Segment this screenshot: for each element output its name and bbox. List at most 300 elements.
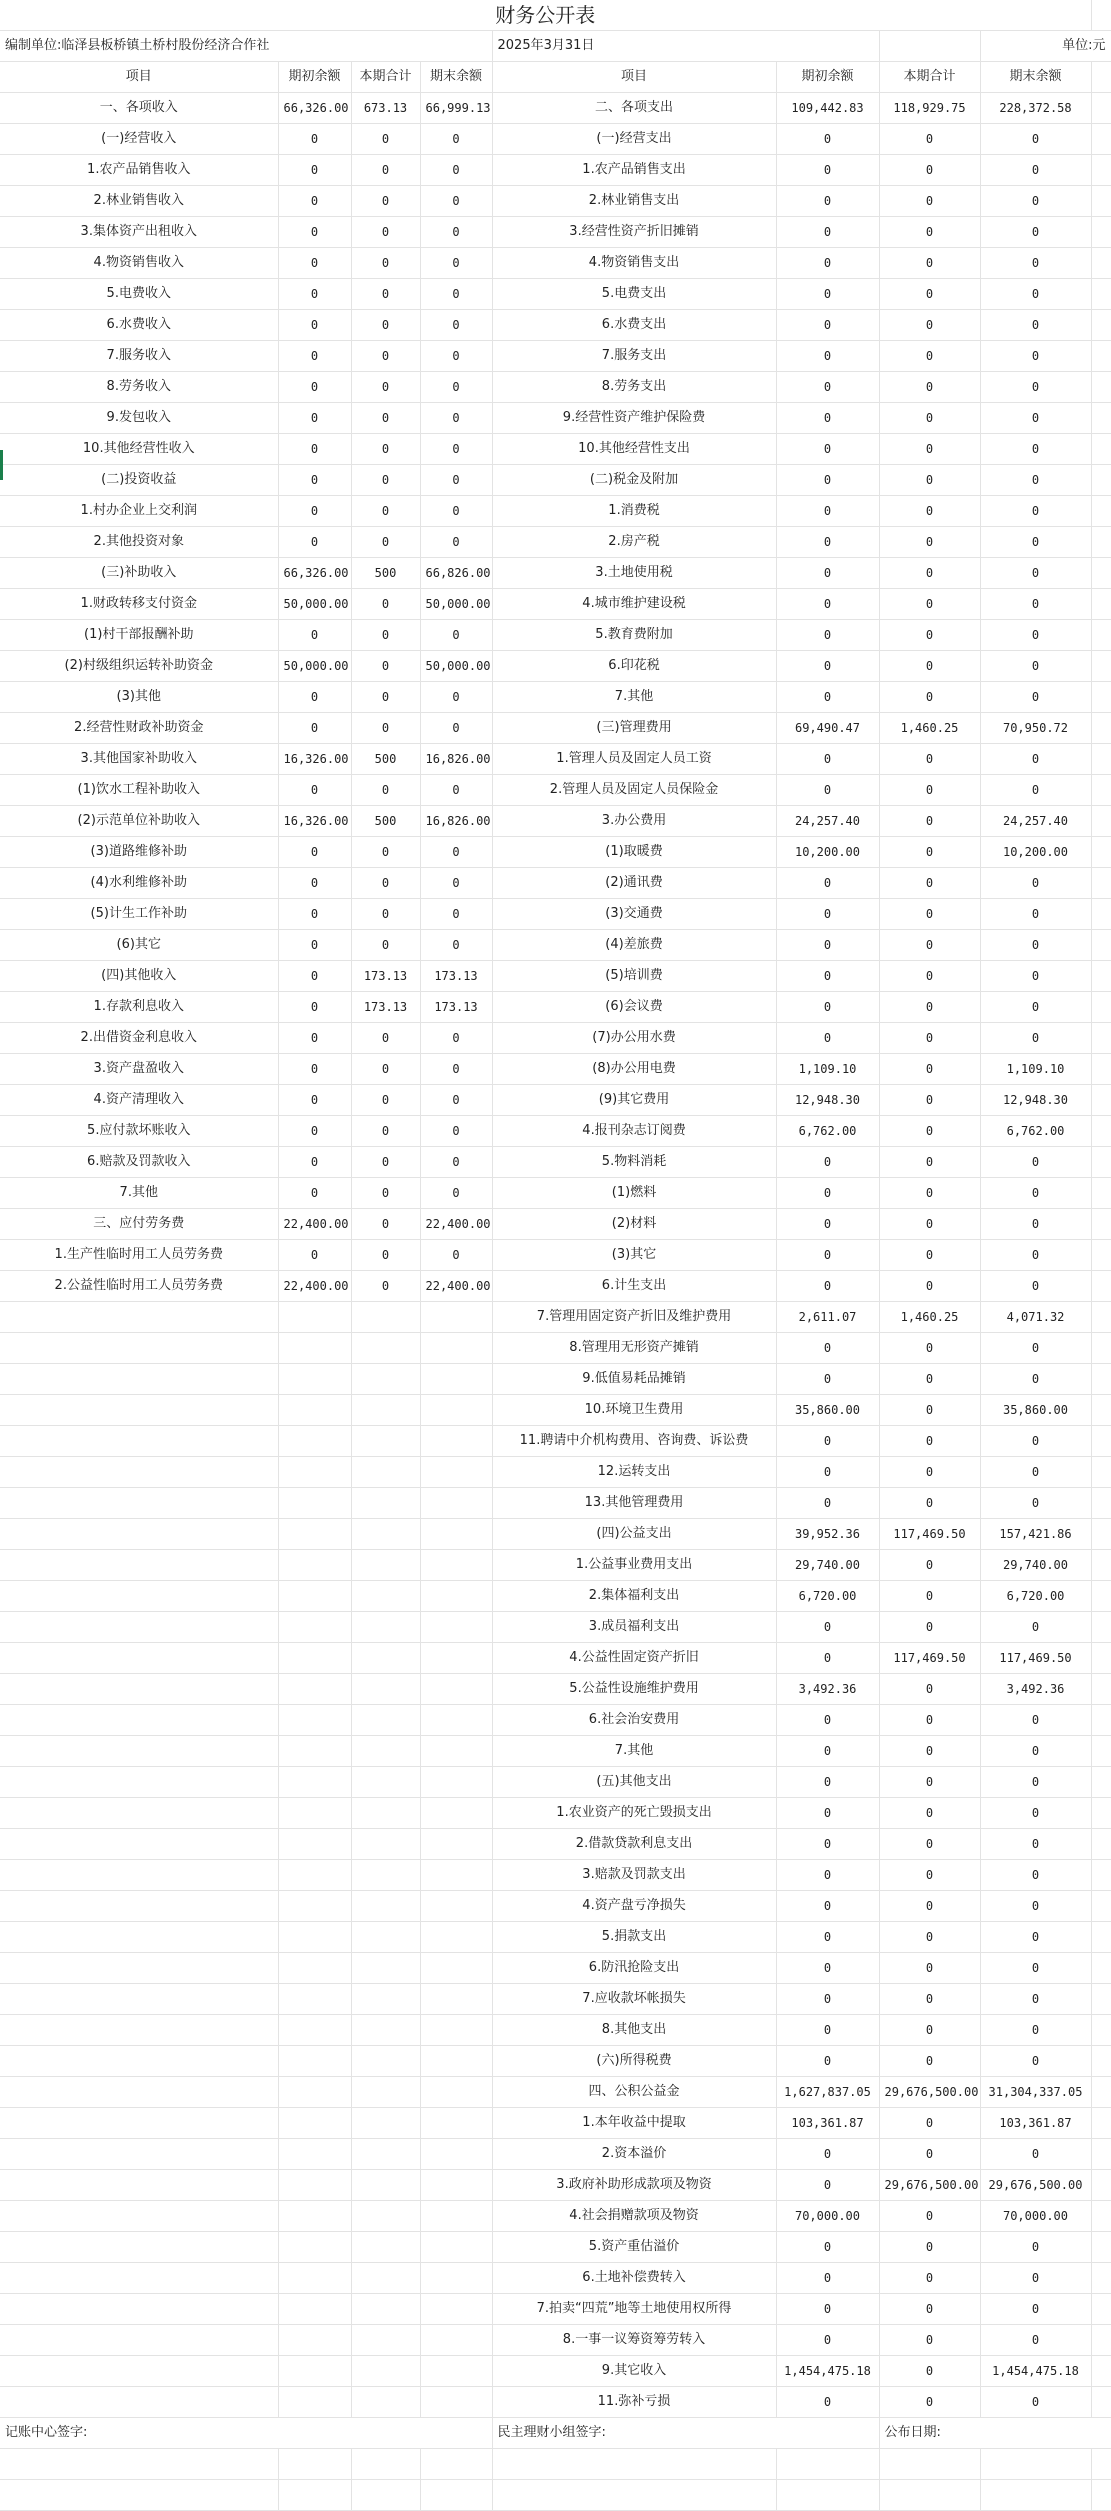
expense-current[interactable]: 0	[879, 1891, 980, 1922]
empty-cell[interactable]	[278, 2449, 351, 2480]
expense-opening[interactable]: 0	[776, 403, 879, 434]
income-closing[interactable]	[420, 2201, 492, 2232]
income-current[interactable]: 0	[351, 124, 420, 155]
income-item[interactable]: 5.电费收入	[0, 279, 278, 310]
expense-closing[interactable]: 0	[980, 589, 1091, 620]
expense-current[interactable]: 0	[879, 186, 980, 217]
expense-closing[interactable]: 24,257.40	[980, 806, 1091, 837]
income-item[interactable]	[0, 1953, 278, 1984]
income-item[interactable]: (一)经营收入	[0, 124, 278, 155]
income-closing[interactable]	[420, 2077, 492, 2108]
income-current[interactable]: 0	[351, 186, 420, 217]
expense-current[interactable]: 0	[879, 155, 980, 186]
income-item[interactable]: 9.发包收入	[0, 403, 278, 434]
income-item[interactable]	[0, 1364, 278, 1395]
expense-closing[interactable]: 0	[980, 341, 1091, 372]
expense-closing[interactable]: 0	[980, 496, 1091, 527]
income-item[interactable]: 1.村办企业上交利润	[0, 496, 278, 527]
expense-item[interactable]: (3)其它	[492, 1240, 776, 1271]
expense-opening[interactable]: 0	[776, 1984, 879, 2015]
expense-current[interactable]: 0	[879, 496, 980, 527]
income-item[interactable]: (2)村级组织运转补助资金	[0, 651, 278, 682]
income-item[interactable]	[0, 1767, 278, 1798]
income-current[interactable]: 500	[351, 558, 420, 589]
income-opening[interactable]	[278, 1798, 351, 1829]
income-current[interactable]: 0	[351, 1023, 420, 1054]
expense-closing[interactable]: 0	[980, 2263, 1091, 2294]
income-closing[interactable]	[420, 1736, 492, 1767]
expense-current[interactable]: 0	[879, 2294, 980, 2325]
income-closing[interactable]	[420, 1829, 492, 1860]
expense-current[interactable]: 0	[879, 1674, 980, 1705]
expense-closing[interactable]: 0	[980, 217, 1091, 248]
expense-opening[interactable]: 0	[776, 1829, 879, 1860]
income-item[interactable]	[0, 1829, 278, 1860]
expense-opening[interactable]: 103,361.87	[776, 2108, 879, 2139]
income-closing[interactable]: 0	[420, 1054, 492, 1085]
expense-opening[interactable]: 0	[776, 2015, 879, 2046]
expense-current[interactable]: 29,676,500.00	[879, 2077, 980, 2108]
income-closing[interactable]	[420, 2325, 492, 2356]
expense-opening[interactable]: 0	[776, 651, 879, 682]
expense-current[interactable]: 0	[879, 1457, 980, 1488]
income-item[interactable]	[0, 2108, 278, 2139]
expense-closing[interactable]: 0	[980, 1147, 1091, 1178]
income-opening[interactable]: 0	[278, 775, 351, 806]
empty-cell[interactable]	[0, 2449, 278, 2480]
income-closing[interactable]: 0	[420, 1116, 492, 1147]
expense-current[interactable]: 0	[879, 1271, 980, 1302]
income-closing[interactable]	[420, 1953, 492, 1984]
expense-item[interactable]: (六)所得税费	[492, 2046, 776, 2077]
expense-item[interactable]: (1)取暖费	[492, 837, 776, 868]
expense-current[interactable]: 0	[879, 2232, 980, 2263]
expense-current[interactable]: 0	[879, 1736, 980, 1767]
income-item[interactable]: 1.财政转移支付资金	[0, 589, 278, 620]
expense-opening[interactable]: 0	[776, 1023, 879, 1054]
income-current[interactable]: 0	[351, 434, 420, 465]
expense-opening[interactable]: 70,000.00	[776, 2201, 879, 2232]
expense-current[interactable]: 0	[879, 341, 980, 372]
expense-item[interactable]: 1.农产品销售支出	[492, 155, 776, 186]
income-opening[interactable]	[278, 1395, 351, 1426]
income-item[interactable]: 5.应付款坏账收入	[0, 1116, 278, 1147]
income-current[interactable]	[351, 1550, 420, 1581]
expense-item[interactable]: (6)会议费	[492, 992, 776, 1023]
expense-item[interactable]: 4.物资销售支出	[492, 248, 776, 279]
expense-closing[interactable]: 0	[980, 372, 1091, 403]
expense-opening[interactable]: 24,257.40	[776, 806, 879, 837]
expense-current[interactable]: 0	[879, 1798, 980, 1829]
expense-item[interactable]: 1.消费税	[492, 496, 776, 527]
expense-item[interactable]: (三)管理费用	[492, 713, 776, 744]
income-item[interactable]	[0, 1581, 278, 1612]
expense-opening[interactable]: 0	[776, 465, 879, 496]
income-current[interactable]: 0	[351, 1271, 420, 1302]
income-current[interactable]	[351, 1302, 420, 1333]
empty-cell[interactable]	[776, 2480, 879, 2511]
expense-closing[interactable]: 0	[980, 930, 1091, 961]
income-opening[interactable]: 66,326.00	[278, 558, 351, 589]
expense-current[interactable]: 0	[879, 1054, 980, 1085]
expense-item[interactable]: 6.社会治安费用	[492, 1705, 776, 1736]
expense-current[interactable]: 0	[879, 1116, 980, 1147]
expense-item[interactable]: (9)其它费用	[492, 1085, 776, 1116]
income-opening[interactable]	[278, 1333, 351, 1364]
expense-current[interactable]: 0	[879, 992, 980, 1023]
expense-opening[interactable]: 0	[776, 961, 879, 992]
income-opening[interactable]: 22,400.00	[278, 1271, 351, 1302]
expense-opening[interactable]: 39,952.36	[776, 1519, 879, 1550]
income-current[interactable]: 0	[351, 155, 420, 186]
income-opening[interactable]: 0	[278, 992, 351, 1023]
income-item[interactable]: (5)计生工作补助	[0, 899, 278, 930]
income-item[interactable]	[0, 2077, 278, 2108]
income-item[interactable]: 7.其他	[0, 1178, 278, 1209]
income-opening[interactable]: 50,000.00	[278, 589, 351, 620]
income-opening[interactable]	[278, 1829, 351, 1860]
income-closing[interactable]: 0	[420, 868, 492, 899]
income-current[interactable]	[351, 1333, 420, 1364]
income-item[interactable]: 6.水费收入	[0, 310, 278, 341]
expense-opening[interactable]: 0	[776, 1705, 879, 1736]
expense-closing[interactable]: 0	[980, 1891, 1091, 1922]
income-closing[interactable]	[420, 2015, 492, 2046]
expense-opening[interactable]: 0	[776, 1457, 879, 1488]
income-closing[interactable]: 0	[420, 279, 492, 310]
income-item[interactable]: 7.服务收入	[0, 341, 278, 372]
expense-closing[interactable]: 3,492.36	[980, 1674, 1091, 1705]
expense-current[interactable]: 0	[879, 1984, 980, 2015]
income-opening[interactable]: 0	[278, 1116, 351, 1147]
expense-item[interactable]: 8.劳务支出	[492, 372, 776, 403]
income-current[interactable]: 0	[351, 1147, 420, 1178]
income-opening[interactable]: 0	[278, 372, 351, 403]
income-item[interactable]: 2.出借资金利息收入	[0, 1023, 278, 1054]
income-item[interactable]	[0, 2046, 278, 2077]
expense-item[interactable]: 8.管理用无形资产摊销	[492, 1333, 776, 1364]
expense-item[interactable]: 1.农业资产的死亡毁损支出	[492, 1798, 776, 1829]
expense-current[interactable]: 0	[879, 868, 980, 899]
income-opening[interactable]: 0	[278, 713, 351, 744]
income-item[interactable]	[0, 1891, 278, 1922]
expense-current[interactable]: 0	[879, 589, 980, 620]
income-opening[interactable]: 0	[278, 1147, 351, 1178]
expense-opening[interactable]: 0	[776, 1333, 879, 1364]
income-current[interactable]	[351, 2232, 420, 2263]
expense-current[interactable]: 0	[879, 1550, 980, 1581]
empty-cell[interactable]	[776, 2449, 879, 2480]
income-item[interactable]: (1)饮水工程补助收入	[0, 775, 278, 806]
expense-opening[interactable]: 0	[776, 2387, 879, 2418]
expense-opening[interactable]: 0	[776, 279, 879, 310]
income-item[interactable]: 2.经营性财政补助资金	[0, 713, 278, 744]
expense-closing[interactable]: 29,740.00	[980, 1550, 1091, 1581]
expense-current[interactable]: 0	[879, 1023, 980, 1054]
expense-closing[interactable]: 117,469.50	[980, 1643, 1091, 1674]
expense-item[interactable]: 6.防汛抢险支出	[492, 1953, 776, 1984]
expense-opening[interactable]: 0	[776, 434, 879, 465]
income-opening[interactable]: 0	[278, 682, 351, 713]
income-current[interactable]: 0	[351, 279, 420, 310]
income-opening[interactable]	[278, 2387, 351, 2418]
expense-opening[interactable]: 0	[776, 1736, 879, 1767]
expense-closing[interactable]: 0	[980, 2232, 1091, 2263]
income-current[interactable]	[351, 1953, 420, 1984]
expense-current[interactable]: 0	[879, 1705, 980, 1736]
expense-item[interactable]: 5.资产重估溢价	[492, 2232, 776, 2263]
income-closing[interactable]	[420, 1550, 492, 1581]
expense-current[interactable]: 0	[879, 1333, 980, 1364]
income-closing[interactable]: 0	[420, 1147, 492, 1178]
expense-current[interactable]: 0	[879, 1581, 980, 1612]
income-opening[interactable]: 0	[278, 620, 351, 651]
expense-closing[interactable]: 0	[980, 1333, 1091, 1364]
income-opening[interactable]: 0	[278, 186, 351, 217]
income-closing[interactable]	[420, 1860, 492, 1891]
income-opening[interactable]: 22,400.00	[278, 1209, 351, 1240]
income-current[interactable]	[351, 2077, 420, 2108]
income-current[interactable]	[351, 2356, 420, 2387]
expense-opening[interactable]: 0	[776, 2232, 879, 2263]
income-current[interactable]: 0	[351, 1209, 420, 1240]
income-opening[interactable]	[278, 2325, 351, 2356]
income-current[interactable]	[351, 2015, 420, 2046]
expense-opening[interactable]: 0	[776, 2263, 879, 2294]
income-item[interactable]	[0, 1705, 278, 1736]
income-item[interactable]: (三)补助收入	[0, 558, 278, 589]
expense-item[interactable]: 3.经营性资产折旧摊销	[492, 217, 776, 248]
expense-current[interactable]: 0	[879, 527, 980, 558]
income-closing[interactable]	[420, 1984, 492, 2015]
expense-item[interactable]: 1.公益事业费用支出	[492, 1550, 776, 1581]
empty-cell[interactable]	[492, 2449, 776, 2480]
income-closing[interactable]	[420, 1302, 492, 1333]
expense-closing[interactable]: 0	[980, 1767, 1091, 1798]
expense-closing[interactable]: 0	[980, 899, 1091, 930]
income-closing[interactable]: 0	[420, 1085, 492, 1116]
expense-item[interactable]: 5.电费支出	[492, 279, 776, 310]
income-opening[interactable]: 0	[278, 527, 351, 558]
income-item[interactable]	[0, 1519, 278, 1550]
income-item[interactable]	[0, 2139, 278, 2170]
expense-current[interactable]: 0	[879, 1922, 980, 1953]
expense-closing[interactable]: 0	[980, 868, 1091, 899]
income-current[interactable]: 0	[351, 589, 420, 620]
income-current[interactable]	[351, 1519, 420, 1550]
expense-current[interactable]: 0	[879, 1395, 980, 1426]
income-opening[interactable]	[278, 1984, 351, 2015]
expense-closing[interactable]: 0	[980, 1457, 1091, 1488]
income-current[interactable]	[351, 1612, 420, 1643]
income-closing[interactable]	[420, 2170, 492, 2201]
income-closing[interactable]: 0	[420, 434, 492, 465]
expense-current[interactable]: 0	[879, 2325, 980, 2356]
expense-current[interactable]: 0	[879, 372, 980, 403]
expense-closing[interactable]: 0	[980, 1829, 1091, 1860]
expense-item[interactable]: 8.其他支出	[492, 2015, 776, 2046]
income-closing[interactable]: 22,400.00	[420, 1209, 492, 1240]
expense-opening[interactable]: 0	[776, 248, 879, 279]
income-closing[interactable]	[420, 1643, 492, 1674]
income-opening[interactable]	[278, 2294, 351, 2325]
expense-item[interactable]: 6.计生支出	[492, 1271, 776, 1302]
income-opening[interactable]: 0	[278, 1178, 351, 1209]
income-current[interactable]	[351, 2170, 420, 2201]
income-closing[interactable]: 16,826.00	[420, 744, 492, 775]
expense-current[interactable]: 0	[879, 1178, 980, 1209]
expense-item[interactable]: 3.土地使用税	[492, 558, 776, 589]
expense-item[interactable]: (四)公益支出	[492, 1519, 776, 1550]
income-current[interactable]	[351, 1860, 420, 1891]
income-item[interactable]	[0, 2294, 278, 2325]
income-closing[interactable]: 0	[420, 217, 492, 248]
income-current[interactable]: 0	[351, 1054, 420, 1085]
income-current[interactable]	[351, 1922, 420, 1953]
income-closing[interactable]: 0	[420, 930, 492, 961]
income-opening[interactable]	[278, 2015, 351, 2046]
income-item[interactable]: (2)示范单位补助收入	[0, 806, 278, 837]
income-closing[interactable]: 0	[420, 403, 492, 434]
expense-opening[interactable]: 6,762.00	[776, 1116, 879, 1147]
expense-closing[interactable]: 0	[980, 527, 1091, 558]
income-closing[interactable]: 0	[420, 1023, 492, 1054]
expense-item[interactable]: 7.服务支出	[492, 341, 776, 372]
income-item[interactable]: 8.劳务收入	[0, 372, 278, 403]
income-current[interactable]: 0	[351, 1116, 420, 1147]
income-opening[interactable]: 0	[278, 899, 351, 930]
expense-current[interactable]: 0	[879, 744, 980, 775]
expense-closing[interactable]: 157,421.86	[980, 1519, 1091, 1550]
income-opening[interactable]	[278, 2170, 351, 2201]
expense-current[interactable]: 0	[879, 2015, 980, 2046]
expense-opening[interactable]: 0	[776, 1798, 879, 1829]
income-opening[interactable]: 0	[278, 465, 351, 496]
expense-current[interactable]: 0	[879, 124, 980, 155]
expense-closing[interactable]: 0	[980, 2294, 1091, 2325]
expense-current[interactable]: 0	[879, 2046, 980, 2077]
income-item[interactable]: 2.林业销售收入	[0, 186, 278, 217]
income-opening[interactable]	[278, 1922, 351, 1953]
expense-closing[interactable]: 70,950.72	[980, 713, 1091, 744]
expense-closing[interactable]: 0	[980, 744, 1091, 775]
expense-item[interactable]: 10.环境卫生费用	[492, 1395, 776, 1426]
income-current[interactable]: 0	[351, 651, 420, 682]
expense-current[interactable]: 0	[879, 2201, 980, 2232]
income-current[interactable]: 0	[351, 372, 420, 403]
expense-opening[interactable]: 0	[776, 1364, 879, 1395]
income-current[interactable]	[351, 2201, 420, 2232]
income-closing[interactable]	[420, 1798, 492, 1829]
income-closing[interactable]	[420, 1333, 492, 1364]
expense-current[interactable]: 0	[879, 310, 980, 341]
expense-closing[interactable]: 0	[980, 1209, 1091, 1240]
income-opening[interactable]: 16,326.00	[278, 744, 351, 775]
expense-opening[interactable]: 0	[776, 1426, 879, 1457]
expense-current[interactable]: 0	[879, 2108, 980, 2139]
income-item[interactable]	[0, 2387, 278, 2418]
income-item[interactable]	[0, 2015, 278, 2046]
income-opening[interactable]: 0	[278, 930, 351, 961]
income-item[interactable]: (3)道路维修补助	[0, 837, 278, 868]
expense-closing[interactable]: 0	[980, 310, 1091, 341]
expense-item[interactable]: (1)燃料	[492, 1178, 776, 1209]
expense-opening[interactable]: 6,720.00	[776, 1581, 879, 1612]
income-closing[interactable]: 0	[420, 527, 492, 558]
income-current[interactable]: 0	[351, 620, 420, 651]
expense-item[interactable]: (一)经营支出	[492, 124, 776, 155]
income-closing[interactable]: 0	[420, 496, 492, 527]
expense-opening[interactable]: 0	[776, 744, 879, 775]
expense-current[interactable]: 0	[879, 279, 980, 310]
expense-item[interactable]: (2)通讯费	[492, 868, 776, 899]
income-item[interactable]	[0, 2356, 278, 2387]
income-item[interactable]	[0, 1643, 278, 1674]
expense-opening[interactable]: 0	[776, 1147, 879, 1178]
income-opening[interactable]: 0	[278, 1054, 351, 1085]
expense-current[interactable]: 0	[879, 682, 980, 713]
income-current[interactable]: 500	[351, 806, 420, 837]
income-opening[interactable]	[278, 2046, 351, 2077]
expense-opening[interactable]: 0	[776, 558, 879, 589]
income-current[interactable]	[351, 1891, 420, 1922]
income-opening[interactable]	[278, 1302, 351, 1333]
income-opening[interactable]: 0	[278, 310, 351, 341]
empty-cell[interactable]	[351, 2480, 420, 2511]
expense-item[interactable]: 7.管理用固定资产折旧及维护费用	[492, 1302, 776, 1333]
expense-opening[interactable]: 0	[776, 2139, 879, 2170]
expense-closing[interactable]: 0	[980, 434, 1091, 465]
expense-item[interactable]: 3.赔款及罚款支出	[492, 1860, 776, 1891]
income-closing[interactable]: 0	[420, 775, 492, 806]
expense-opening[interactable]: 0	[776, 1488, 879, 1519]
income-opening[interactable]: 0	[278, 1085, 351, 1116]
expense-current[interactable]: 0	[879, 930, 980, 961]
expense-current[interactable]: 0	[879, 1953, 980, 1984]
expense-opening[interactable]: 109,442.83	[776, 93, 879, 124]
income-current[interactable]: 0	[351, 1178, 420, 1209]
income-current[interactable]: 673.13	[351, 93, 420, 124]
income-closing[interactable]: 0	[420, 124, 492, 155]
expense-current[interactable]: 0	[879, 1829, 980, 1860]
expense-item[interactable]: 4.资产盘亏净损失	[492, 1891, 776, 1922]
expense-current[interactable]: 0	[879, 899, 980, 930]
income-item[interactable]: 4.物资销售收入	[0, 248, 278, 279]
income-current[interactable]	[351, 1798, 420, 1829]
income-closing[interactable]: 0	[420, 620, 492, 651]
expense-item[interactable]: 8.一事一议筹资筹劳转入	[492, 2325, 776, 2356]
income-closing[interactable]	[420, 1488, 492, 1519]
income-opening[interactable]	[278, 1674, 351, 1705]
income-current[interactable]: 0	[351, 341, 420, 372]
expense-opening[interactable]: 0	[776, 992, 879, 1023]
expense-current[interactable]: 0	[879, 1209, 980, 1240]
income-closing[interactable]: 0	[420, 341, 492, 372]
empty-cell[interactable]	[351, 2449, 420, 2480]
income-current[interactable]: 0	[351, 1240, 420, 1271]
expense-closing[interactable]: 1,454,475.18	[980, 2356, 1091, 2387]
income-current[interactable]: 0	[351, 775, 420, 806]
income-closing[interactable]: 22,400.00	[420, 1271, 492, 1302]
expense-opening[interactable]: 0	[776, 2325, 879, 2356]
expense-opening[interactable]: 2,611.07	[776, 1302, 879, 1333]
income-current[interactable]	[351, 2139, 420, 2170]
expense-opening[interactable]: 0	[776, 589, 879, 620]
expense-closing[interactable]: 0	[980, 1271, 1091, 1302]
income-current[interactable]	[351, 1488, 420, 1519]
income-opening[interactable]: 0	[278, 434, 351, 465]
expense-item[interactable]: 6.土地补偿费转入	[492, 2263, 776, 2294]
